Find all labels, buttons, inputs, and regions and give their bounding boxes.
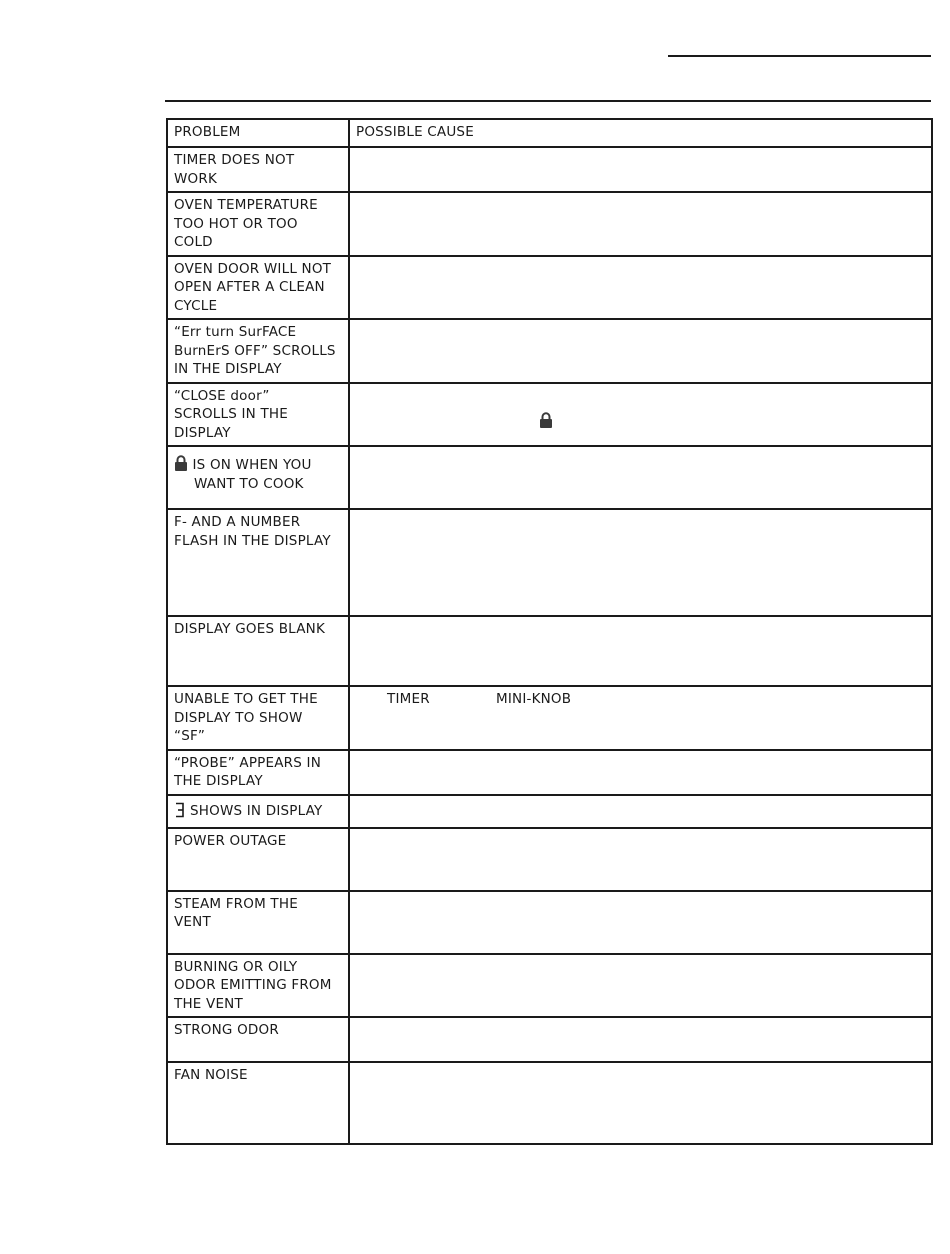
problem-cell <box>167 686 349 750</box>
cause-cell <box>349 192 932 256</box>
problem-line: VENT <box>174 914 211 930</box>
problem-line: FLASH IN THE DISPLAY <box>174 532 331 549</box>
table-row <box>167 1062 932 1144</box>
problem-line: STEAM FROM THE <box>174 895 298 912</box>
table-row <box>167 192 932 256</box>
troubleshooting-table <box>166 118 933 1145</box>
cause-cell <box>349 446 932 509</box>
column-header-cause: POSSIBLE CAUSE <box>349 119 932 147</box>
problem-line <box>174 455 342 475</box>
column-header-problem: PROBLEM <box>167 119 349 147</box>
problem-line: ODOR EMITTING FROM <box>174 977 332 993</box>
table-row <box>167 256 932 320</box>
table-row <box>167 891 932 954</box>
mini-knob-label: MINI-KNOB <box>496 691 572 707</box>
header-rule-long <box>165 100 931 102</box>
lock-icon <box>174 455 188 471</box>
problem-line: OVEN TEMPERATURE <box>174 197 318 213</box>
table-row <box>167 1017 932 1062</box>
problem-line: DISPLAY <box>174 424 231 441</box>
cause-cell <box>349 509 932 616</box>
table-row <box>167 509 932 616</box>
table-header-row <box>167 119 932 147</box>
table-row <box>167 795 932 828</box>
problem-line: FAN NOISE <box>174 1067 248 1083</box>
problem-cell <box>167 616 349 686</box>
table-row <box>167 319 932 383</box>
problem-line: POWER OUTAGE <box>174 832 287 849</box>
problem-line <box>174 802 342 821</box>
table-row <box>167 686 932 750</box>
problem-cell <box>167 509 349 616</box>
header-rule-short <box>668 55 931 57</box>
problem-cell <box>167 147 349 192</box>
cause-cell <box>349 319 932 383</box>
problem-line: IN THE DISPLAY <box>174 361 282 377</box>
problem-line: TOO HOT OR TOO <box>174 215 298 232</box>
table-row <box>167 446 932 509</box>
table-row <box>167 616 932 686</box>
cause-cell <box>349 750 932 795</box>
problem-line: UNABLE TO GET THE <box>174 691 318 707</box>
problem-line: OVEN DOOR WILL NOT <box>174 260 332 277</box>
lock-icon <box>539 412 553 428</box>
cause-cell <box>349 1062 932 1144</box>
problem-line: WANT TO COOK <box>194 475 304 492</box>
cause-cell <box>349 256 932 320</box>
problem-line: “PROBE” APPEARS IN <box>174 754 322 771</box>
problem-cell <box>167 750 349 795</box>
cause-cell <box>349 383 932 447</box>
cause-cell <box>349 1017 932 1062</box>
problem-cell <box>167 383 349 447</box>
problem-line: SCROLLS IN THE <box>174 406 289 422</box>
problem-line: COLD <box>174 234 213 250</box>
problem-cell <box>167 1017 349 1062</box>
bracket-display-icon <box>174 802 186 818</box>
problem-line: “Err turn SurFACE <box>174 324 297 340</box>
problem-cell <box>167 954 349 1018</box>
cause-cell <box>349 828 932 891</box>
problem-cell <box>167 828 349 891</box>
problem-text: SHOWS IN DISPLAY <box>190 802 323 819</box>
problem-cell <box>167 1062 349 1144</box>
timer-key-label: TIMER <box>387 691 430 707</box>
problem-line: WORK <box>174 170 218 187</box>
cause-cell <box>349 616 932 686</box>
cause-cell <box>349 795 932 828</box>
cause-cell <box>349 147 932 192</box>
problem-line: THE DISPLAY <box>174 773 263 789</box>
table-row <box>167 147 932 192</box>
table-row <box>167 828 932 891</box>
problem-cell <box>167 192 349 256</box>
problem-line: F- AND A NUMBER <box>174 514 301 530</box>
problem-line: TIMER DOES NOT <box>174 152 295 168</box>
table-row <box>167 954 932 1018</box>
cause-cell <box>349 891 932 954</box>
problem-line: BurnErS OFF” SCROLLS <box>174 342 336 359</box>
problem-line: “CLOSE door” <box>174 387 270 404</box>
cause-cell <box>349 686 932 750</box>
problem-line: DISPLAY GOES BLANK <box>174 621 325 637</box>
problem-line: THE VENT <box>174 995 243 1012</box>
problem-line: OPEN AFTER A CLEAN <box>174 279 325 295</box>
cause-cell <box>349 954 932 1018</box>
problem-cell <box>167 256 349 320</box>
problem-line: CYCLE <box>174 297 218 314</box>
problem-line: STRONG ODOR <box>174 1022 279 1038</box>
problem-cell <box>167 795 349 828</box>
problem-line: DISPLAY TO SHOW <box>174 709 303 726</box>
table-row <box>167 750 932 795</box>
problem-text: IS ON WHEN YOU <box>192 457 312 473</box>
problem-cell <box>167 319 349 383</box>
problem-line: “SF” <box>174 728 206 744</box>
problem-cell <box>167 891 349 954</box>
problem-line: BURNING OR OILY <box>174 958 298 975</box>
problem-cell <box>167 446 349 509</box>
